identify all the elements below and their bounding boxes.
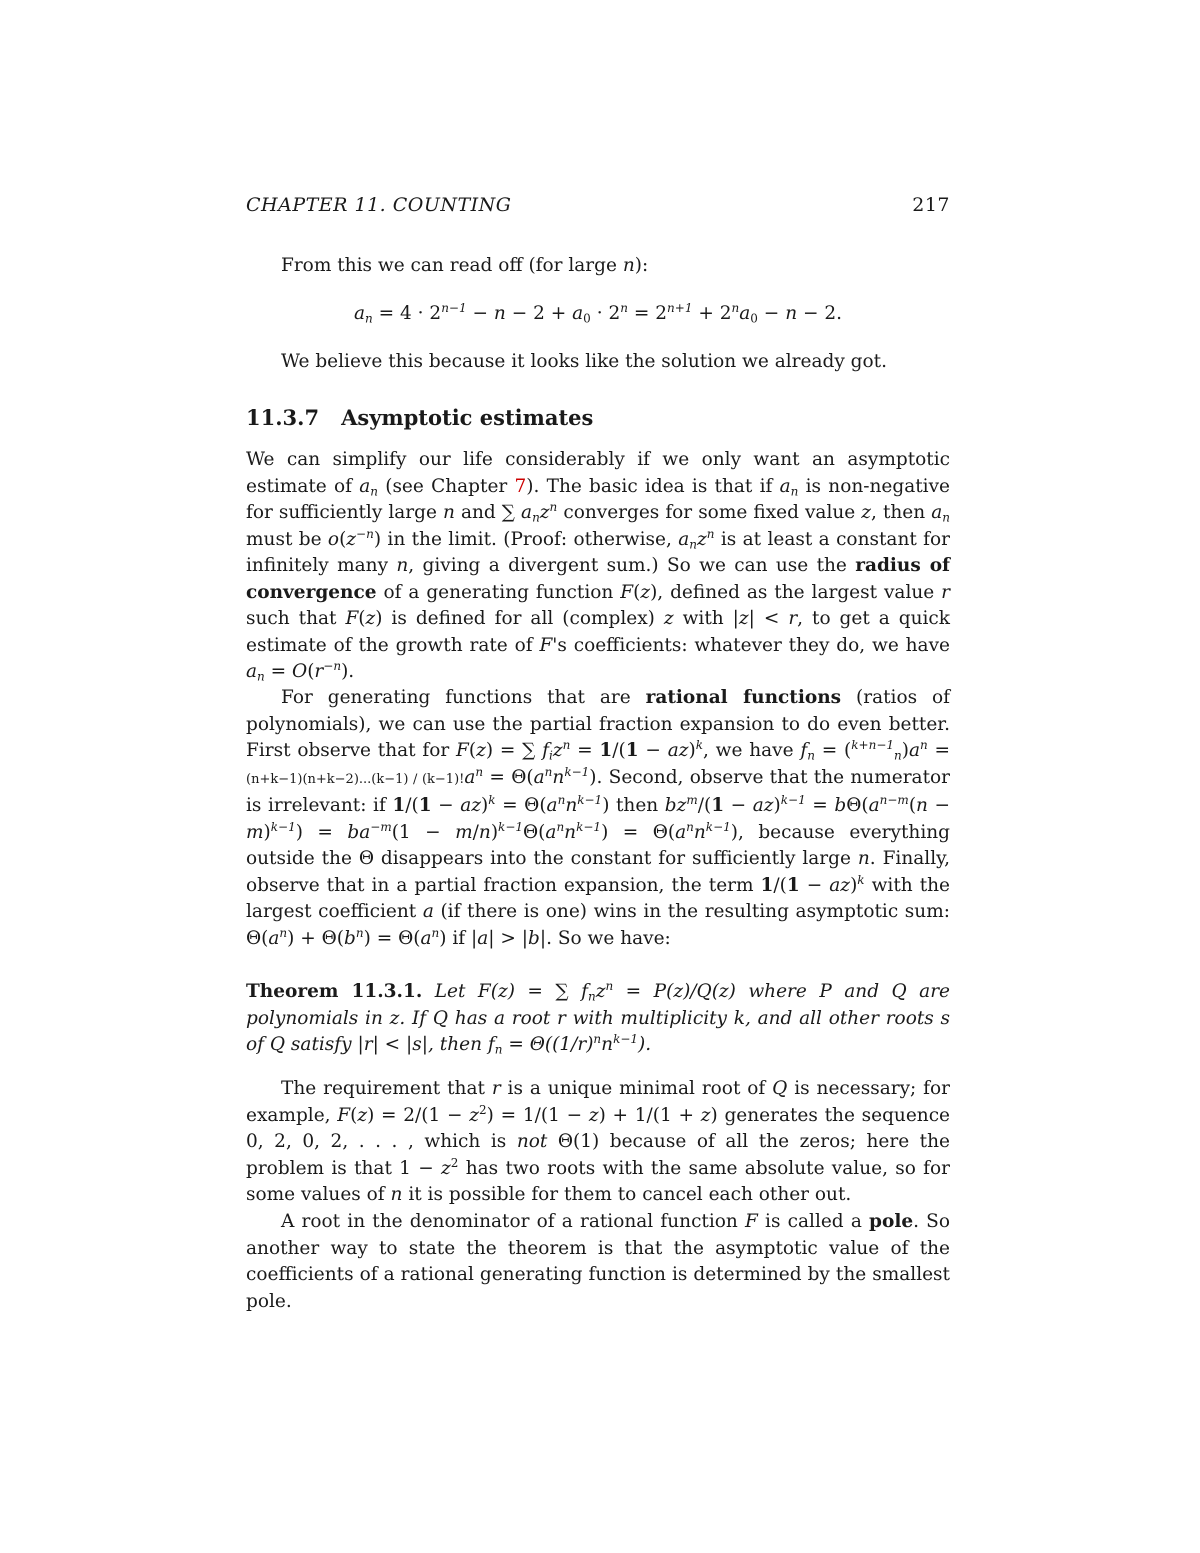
page-number: 217: [912, 194, 950, 216]
paragraph-requirement: The requirement that r is a unique minimal root of Q is necessary; for example, $F(z) = 2/(1 - z^2) = 1/(1 - z) + 1/(1 + z)$ generates the sequence 0, 2, 0, 2, . . . , which is not Θ(1) because of all the zeros; here the problem is that $1 - z^2$ has two roots with the same absolute value, so for some values of n it is possible for them to cancel each other out.: [246, 1078, 951, 1205]
intro-follow: We believe this because it looks like the solution we already got.: [281, 351, 887, 372]
paragraph-pole: A root in the denominator of a rational function F is called a pole. So another way to state the theorem is that the asymptotic value of the coefficients of a rational generating function is determined by the smallest pole.: [246, 1211, 950, 1312]
theorem-label: Theorem 11.3.1.: [246, 981, 423, 1002]
display-equation: $a_n = 4 \cdot 2^{n-1} - n - 2 + a_0 \cdot 2^n = 2^{n+1} + 2^na_0 - n - 2$.: [353, 300, 843, 326]
section-heading: [246, 405, 593, 430]
chapter-link[interactable]: 7: [514, 475, 527, 497]
paragraph-rational-functions: For generating functions that are rational functions (ratios of polynomials), we can use the partial fraction expansion to do even better. First observe that for F(z) = ∑ $f_iz^n = 1/(1 - az)^k$, we have $f_n = (^{k+n-1}_n)a^n = (n+k-1)(n+k-2)...(k-1) / (k-1)!a^n = \Theta(a^nn^{k-1})$. Second, observe that the numerator is irrelevant: if $1/(1 - az)^k = \Theta(a^nn^{k-1})$ then $bz^m/(1 - az)^{k-1} = b\Theta(a^{n-m}(n - m)^{k-1}) = ba^{-m}(1 - m/n)^{k-1}\Theta(a^nn^{k-1}) = \Theta(a^nn^{k-1})$, because everything outside the Θ disappears into the constant for sufficiently large n. Finally, observe that in a partial fraction expansion, the term 1/(1 − az)$^k$ with the largest coefficient a (if there is one) wins in the resulting asymptotic sum: $\Theta(a^n) + \Theta(b^n) = \Theta(a^n)$ if |a| > |b|. So we have:: [246, 687, 951, 949]
paragraph-radius-of-convergence: We can simplify our life considerably if we only want an asymptotic estimate of $a_n$ (see Chapter 7). The basic idea is that if $a_n$ is non-negative for sufficiently large n and ∑ $a_nz^n$ converges for some fixed value z, then $a_n$ must be $o(z^{-n})$ in the limit. (Proof: otherwise, $a_nz^n$ is at least a constant for infinitely many n, giving a divergent sum.) So we can use the radius of convergence of a generating function F(z), defined as the largest value r such that F(z) is defined for all (complex) z with |z| < r, to get a quick estimate of the growth rate of F's coefficients: whatever they do, we have $a_n = O(r^{-n})$.: [246, 449, 950, 684]
intro-lead: From this we can read off (for large n):: [281, 255, 649, 276]
theorem-statement: Let F(z) = ∑ $f_nz^n = P(z)/Q(z)$ where P and Q are polynomials in z. If Q has a root r with multiplicity k, and all other roots s of Q satisfy |r| < |s|, then $f_n = \Theta((1/r)^nn^{k-1})$.: [246, 978, 951, 1057]
running-header: [246, 194, 950, 216]
section-title: Asymptotic estimates: [341, 405, 594, 430]
section-number: 11.3.7: [246, 405, 320, 430]
theorem: [246, 979, 950, 1059]
chapter-title: CHAPTER 11. COUNTING: [246, 194, 512, 216]
